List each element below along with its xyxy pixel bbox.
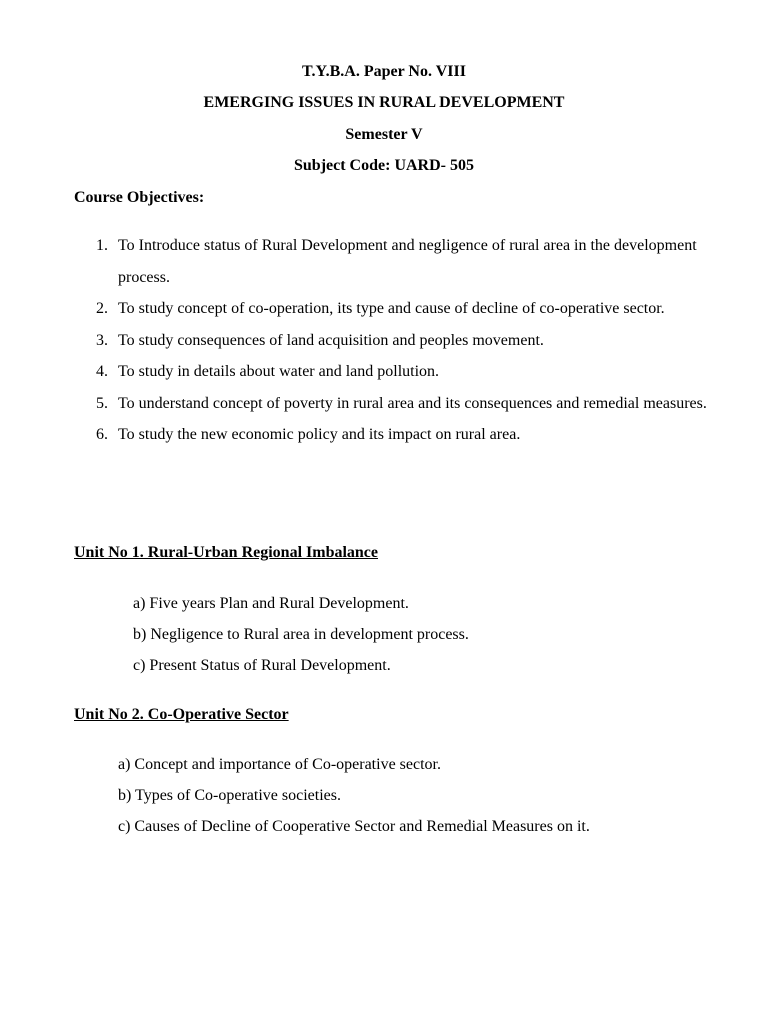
paper-number: T.Y.B.A. Paper No. VIII	[302, 63, 466, 80]
objective-item	[74, 388, 714, 420]
subject-code: Subject Code: UARD- 505	[294, 157, 474, 174]
objective-item	[74, 293, 714, 325]
objective-item	[74, 325, 714, 357]
objective-number: 3.	[96, 331, 108, 349]
objectives-heading: Course Objectives:	[74, 189, 205, 206]
unit-topic: a) Concept and importance of Co-operative sector.	[118, 756, 441, 773]
unit-topic: a) Five years Plan and Rural Development.	[133, 595, 409, 612]
objective-text: To understand concept of poverty in rural area and its consequences and remedial measures.	[118, 394, 707, 412]
objective-item	[74, 419, 714, 451]
objective-number: 4.	[96, 363, 108, 380]
objectives-list	[74, 230, 714, 451]
objective-text: To Introduce status of Rural Development and negligence of rural area in the development process.	[118, 237, 697, 286]
objective-text: To study the new economic policy and its impact on rural area.	[118, 426, 521, 443]
objective-text: To study concept of co-operation, its type and cause of decline of co-operative sector.	[118, 300, 665, 317]
unit-1-topics	[133, 588, 469, 681]
unit-2-heading: Unit No 2. Co-Operative Sector	[74, 706, 289, 723]
objective-item	[74, 356, 714, 388]
unit-1-heading: Unit No 1. Rural-Urban Regional Imbalance	[74, 544, 379, 561]
objective-number: 6.	[96, 426, 108, 443]
unit-2-topics	[118, 749, 590, 842]
unit-topic: b) Types of Co-operative societies.	[118, 787, 341, 804]
objective-number: 1.	[96, 237, 108, 254]
objective-text: To study in details about water and land pollution.	[118, 363, 440, 380]
objective-item	[74, 230, 714, 293]
semester: Semester V	[345, 126, 423, 143]
unit-topic: b) Negligence to Rural area in development process.	[133, 626, 469, 643]
unit-topic: c) Present Status of Rural Development.	[133, 657, 391, 674]
objective-number: 2.	[96, 300, 108, 317]
objective-text: To study consequences of land acquisition and peoples movement.	[118, 331, 544, 349]
course-title: EMERGING ISSUES IN RURAL DEVELOPMENT	[203, 94, 565, 111]
objective-number: 5.	[96, 394, 108, 412]
unit-topic: c) Causes of Decline of Cooperative Sector and Remedial Measures on it.	[118, 818, 590, 835]
